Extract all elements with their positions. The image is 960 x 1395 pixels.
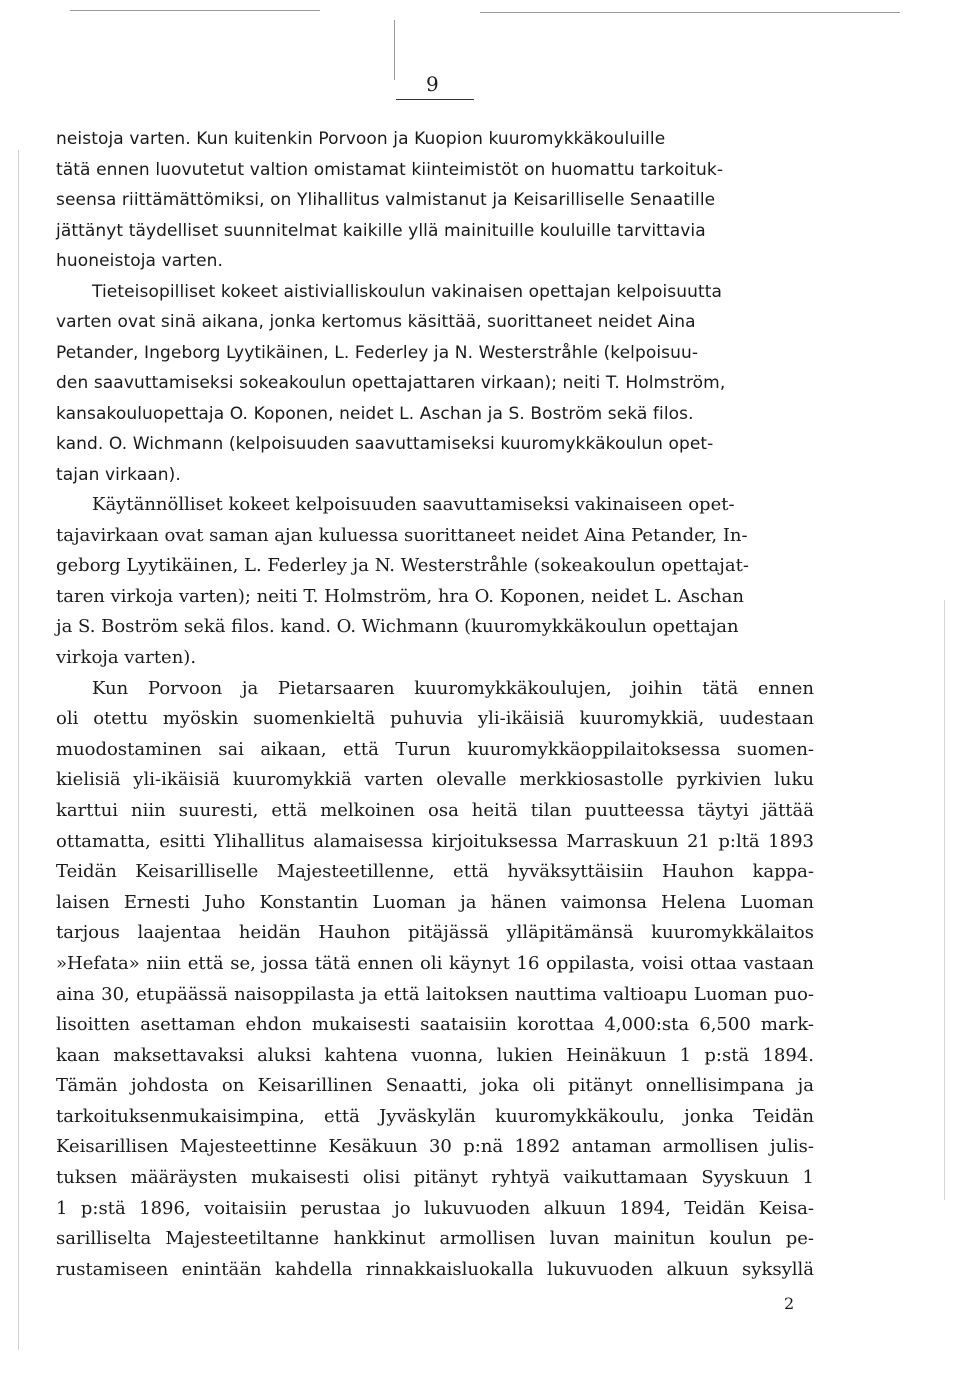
text-line: Tieteisopilliset kokeet aistivialliskoulun vakinaisen opettajan kelpoisuutta — [92, 281, 723, 302]
text-line: »Hefata» niin että se, jossa tätä ennen oli käynyt 16 oppilasta, voisi ottaa vastaan — [56, 952, 814, 974]
page-number-rule — [396, 99, 474, 100]
text-line: kand. O. Wichmann (kelpoisuuden saavuttamiseksi kuuromykkäkoulun opet- — [56, 434, 714, 454]
scan-artifact-right-margin — [944, 600, 945, 1200]
text-line: virkoja varten). — [56, 646, 197, 668]
body-text — [56, 124, 814, 1285]
page-number: 9 — [426, 72, 439, 96]
text-line: huoneistoja varten. — [56, 251, 224, 271]
text-line: Petander, Ingeborg Lyytikäinen, L. Federley ja N. Westerstråhle (kelpoisuu- — [56, 342, 699, 363]
text-line: den saavuttamiseksi sokeakoulun opettajattaren virkaan); neiti T. Holmström, — [56, 373, 726, 393]
scan-artifact-left-margin — [18, 150, 19, 1350]
text-line: lisoitten asettaman ehdon mukaisesti saataisiin korottaa 4,000:sta 6,500 mark- — [56, 1014, 814, 1036]
text-line: seensa riittämättömiksi, on Ylihallitus valmistanut ja Keisarilliselle Senaatille — [56, 190, 716, 210]
text-line: geborg Lyytikäinen, L. Federley ja N. Westerstråhle (sokeakoulun opettajat- — [56, 555, 749, 577]
text-line: tuksen määräysten mukaisesti olisi pitänyt ryhtyä vaikuttamaan Syyskuun 1 — [56, 1167, 814, 1189]
text-line: aina 30, etupäässä naisoppilasta ja että laitoksen nauttima valtioapu Luoman puo- — [56, 983, 814, 1005]
text-line: kansakouluopettaja O. Koponen, neidet L. Aschan ja S. Boström sekä filos. — [56, 403, 694, 424]
text-line: jättänyt täydelliset suunnitelmat kaikille yllä mainituille kouluille tarvittavia — [56, 220, 706, 241]
text-line: Tämän johdosta on Keisarillinen Senaatti, joka oli pitänyt onnellisimpana ja — [56, 1075, 814, 1097]
text-line: neistoja varten. Kun kuitenkin Porvoon ja Kuopion kuuromykkäkouluille — [56, 129, 666, 149]
text-line: tätä ennen luovutetut valtion omistamat kiinteimistöt on huomattu tarkoituk- — [56, 159, 724, 180]
text-line: ja S. Boström sekä filos. kand. O. Wichmann (kuuromykkäkoulun opettajan — [56, 616, 739, 638]
text-line: tarjous laajentaa heidän Hauhon pitäjässä ylläpitämänsä kuuromykkälaitos — [56, 922, 814, 944]
scan-artifact-top-left — [70, 10, 320, 11]
text-line: 1 p:stä 1896, voitaisiin perustaa jo lukuvuoden alkuun 1894, Teidän Keisa- — [56, 1197, 814, 1219]
paragraph-2 — [56, 277, 814, 491]
text-line: tajavirkaan ovat saman ajan kuluessa suorittaneet neidet Aina Petander, In- — [56, 524, 748, 546]
text-line: oli otettu myöskin suomenkieltä puhuvia yli-ikäisiä kuuromykkiä, uudestaan — [56, 708, 814, 730]
text-line: muodostaminen sai aikaan, että Turun kuuromykkäoppilaitoksessa suomen- — [56, 738, 814, 760]
text-line: tarkoituksenmukaisimpina, että Jyväskylän kuuromykkäkoulu, jonka Teidän — [56, 1105, 814, 1127]
text-line: Käytännölliset kokeet kelpoisuuden saavuttamiseksi vakinaiseen opet- — [92, 494, 735, 515]
text-line: rustamiseen enintään kahdella rinnakkaisluokalla lukuvuoden alkuun syksyllä — [56, 1258, 814, 1280]
scan-artifact-top-right — [480, 12, 900, 13]
text-line: Teidän Keisarilliselle Majesteetillenne, että hyväksyttäisiin Hauhon kappa- — [56, 861, 814, 883]
text-line: Kun Porvoon ja Pietarsaaren kuuromykkäkoulujen, joihin tätä ennen — [92, 677, 814, 699]
text-line: taren virkoja varten); neiti T. Holmström, hra O. Koponen, neidet L. Aschan — [56, 585, 744, 607]
text-line: laisen Ernesti Juho Konstantin Luoman ja hänen vaimonsa Helena Luoman — [56, 891, 814, 913]
paragraph-4 — [56, 674, 814, 1286]
text-line: tajan virkaan). — [56, 464, 181, 485]
text-line: karttui niin suuresti, että melkoinen osa heitä tilan puutteessa täytyi jättää — [56, 799, 814, 821]
text-line: ottamatta, esitti Ylihallitus alamaisessa kirjoituksessa Marraskuun 21 p:ltä 1893 — [56, 830, 814, 852]
paragraph-3 — [56, 490, 814, 674]
text-line: Keisarillisen Majesteettinne Kesäkuun 30 p:nä 1892 antaman armollisen julis- — [56, 1136, 814, 1158]
scan-artifact-gutter — [394, 20, 395, 80]
text-line: kielisiä yli-ikäisiä kuuromykkiä varten olevalle merkkiosastolle pyrkivien luku — [56, 769, 814, 791]
text-line: kaan maksettavaksi aluksi kahtena vuonna, lukien Heinäkuun 1 p:stä 1894. — [56, 1044, 814, 1066]
text-line: sarilliselta Majesteetiltanne hankkinut armollisen luvan mainitun koulun pe- — [56, 1228, 814, 1250]
text-line: varten ovat sinä aikana, jonka kertomus käsittää, suorittaneet neidet Aina — [56, 312, 696, 332]
paragraph-1 — [56, 124, 814, 277]
signature-mark: 2 — [784, 1294, 795, 1313]
